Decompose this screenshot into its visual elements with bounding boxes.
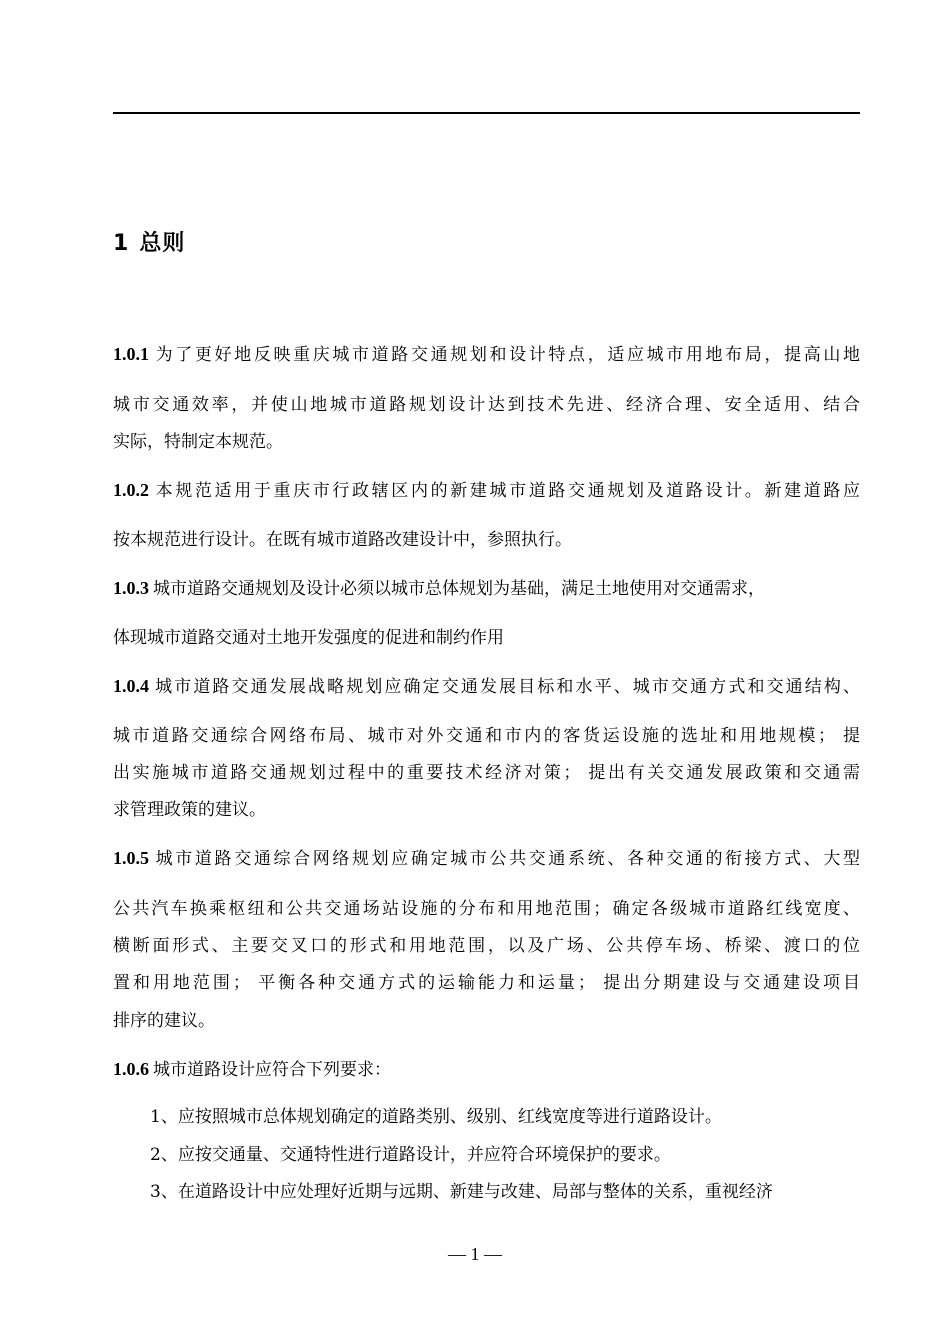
section-1-0-5-line-5: 排序的建议。 <box>113 1011 215 1031</box>
clause-number: 1.0.1 <box>113 344 149 364</box>
section-1-0-1-line-1 <box>113 344 860 365</box>
page-number: — 1 — <box>448 1244 502 1264</box>
paragraph-text: 本规范适用于重庆市行政辖区内的新建城市道路交通规划及道路设计。新建道路应 <box>153 481 860 501</box>
section-1-0-5-line-1 <box>113 848 860 869</box>
paragraph-text: 城市道路交通发展战略规划应确定交通发展目标和水平、城市交通方式和交通结构、 <box>153 677 860 697</box>
paragraph-text: 城市道路交通规划及设计必须以城市总体规划为基础，满足土地使用对交通需求， <box>153 579 765 599</box>
section-1-0-1-line-2: 城市交通效率，并使山地城市道路规划设计达到技术先进、经济合理、安全适用、结合 <box>113 395 860 415</box>
paragraph-text: 为了更好地反映重庆城市道路交通规划和设计特点，适应城市用地布局，提高山地 <box>153 345 860 365</box>
chapter-title <box>113 226 185 257</box>
header-rule <box>113 112 860 114</box>
section-1-0-4-line-3: 出实施城市道路交通规划过程中的重要技术经济对策； 提出有关交通发展政策和交通需 <box>113 763 860 783</box>
section-1-0-2-line-2: 按本规范进行设计。在既有城市道路改建设计中，参照执行。 <box>113 530 572 550</box>
clause-number: 1.0.2 <box>113 480 149 500</box>
section-1-0-4-line-4: 求管理政策的建议。 <box>113 800 266 820</box>
section-1-0-4-line-1 <box>113 676 860 697</box>
list-item-2: 2、应按交通量、交通特性进行道路设计，并应符合环境保护的要求。 <box>150 1145 671 1165</box>
clause-number: 1.0.5 <box>113 848 149 868</box>
clause-number: 1.0.6 <box>113 1059 149 1079</box>
chapter-number: 1 <box>113 231 130 256</box>
section-1-0-4-line-2: 城市道路交通综合网络布局、城市对外交通和市内的客货运设施的选址和用地规模； 提 <box>113 726 860 746</box>
paragraph-text: 城市道路交通综合网络规划应确定城市公共交通系统、各种交通的衔接方式、大型 <box>153 849 860 869</box>
section-1-0-6-line-1 <box>113 1059 391 1080</box>
section-1-0-5-line-2: 公共汽车换乘枢纽和公共交通场站设施的分布和用地范围；确定各级城市道路红线宽度、 <box>113 899 860 919</box>
section-1-0-2-line-1 <box>113 480 860 501</box>
chapter-title-text: 总则 <box>139 231 186 256</box>
list-item-3: 3、在道路设计中应处理好近期与远期、新建与改建、局部与整体的关系，重视经济 <box>150 1182 773 1202</box>
section-1-0-5-line-3: 横断面形式、主要交叉口的形式和用地范围，以及广场、公共停车场、桥梁、渡口的位 <box>113 936 860 956</box>
section-1-0-3-line-2: 体现城市道路交通对土地开发强度的促进和制约作用 <box>113 628 504 648</box>
clause-number: 1.0.3 <box>113 578 149 598</box>
list-item-1: 1、应按照城市总体规划确定的道路类别、级别、红线宽度等进行道路设计。 <box>150 1107 722 1127</box>
clause-number: 1.0.4 <box>113 676 149 696</box>
section-1-0-1-line-3: 实际，特制定本规范。 <box>113 432 283 452</box>
section-1-0-3-line-1 <box>113 578 765 599</box>
paragraph-text: 城市道路设计应符合下列要求： <box>153 1060 391 1080</box>
section-1-0-5-line-4: 置和用地范围； 平衡各种交通方式的运输能力和运量； 提出分期建设与交通建设项目 <box>113 973 860 993</box>
